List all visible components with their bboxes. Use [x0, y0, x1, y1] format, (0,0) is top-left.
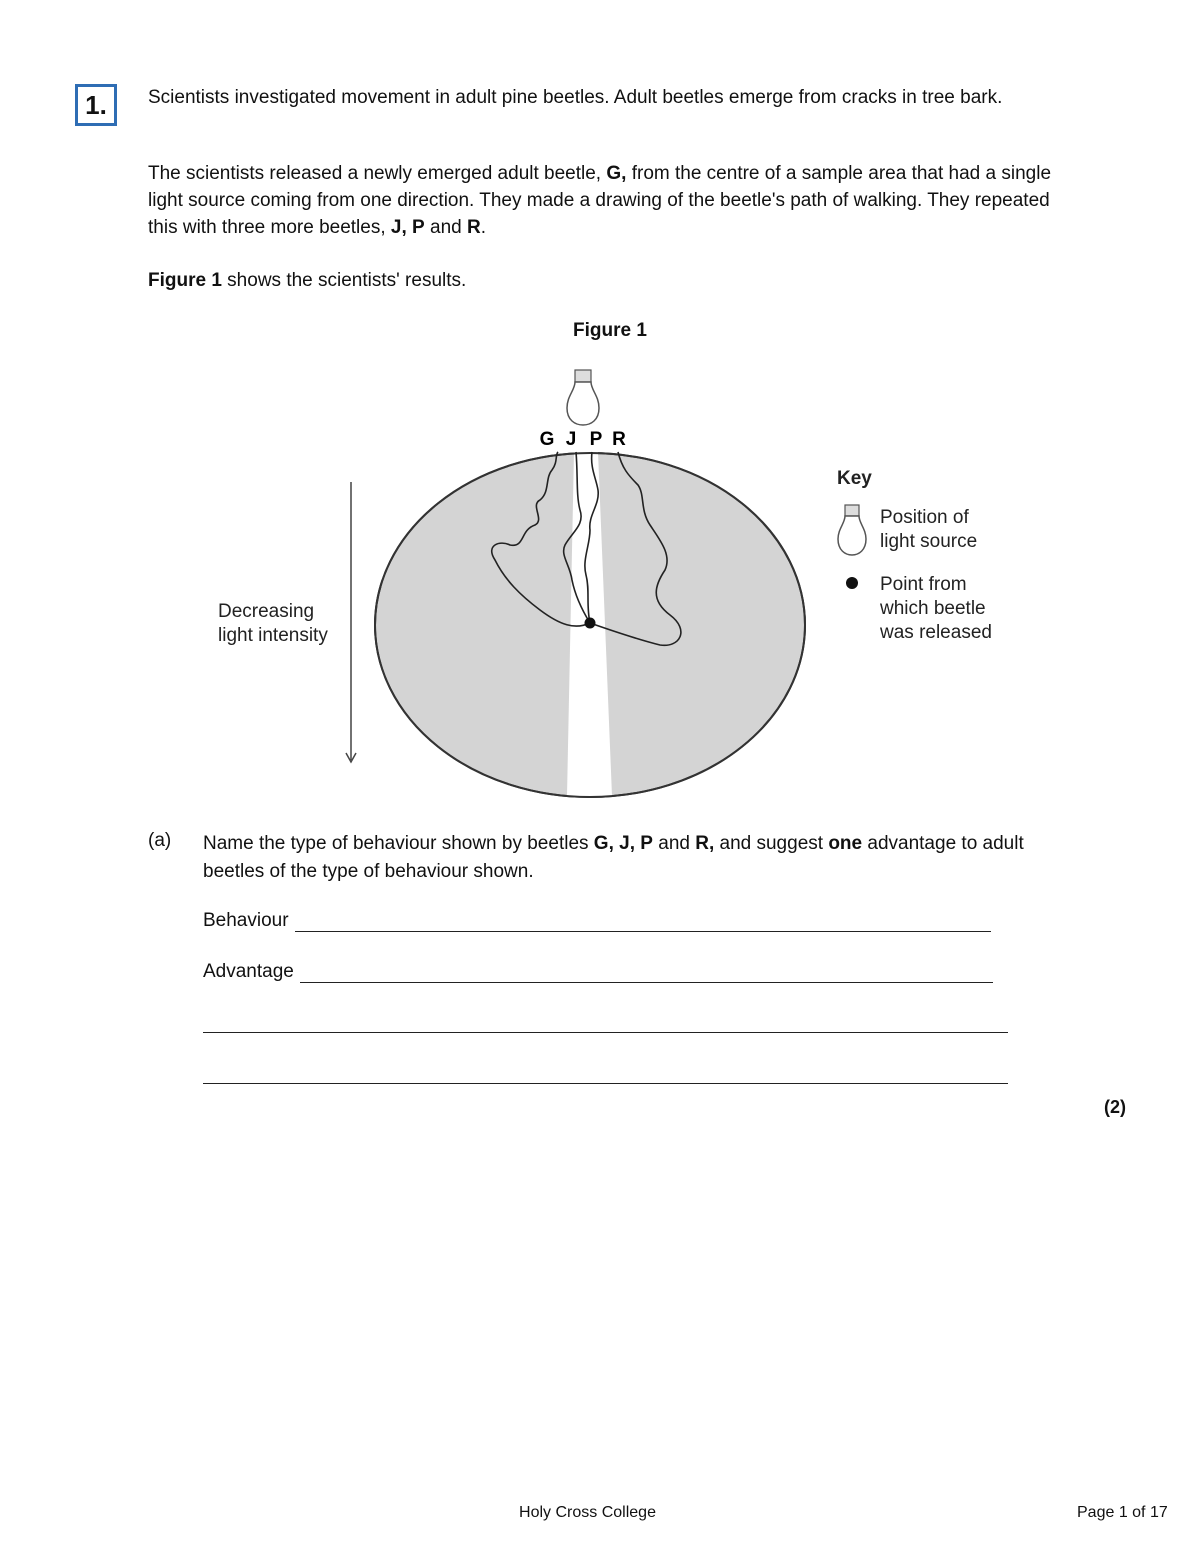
key-bulb-icon [838, 505, 866, 555]
key-light-line1: Position of [880, 507, 969, 528]
beetle-label-j: J [565, 429, 577, 450]
release-point [585, 618, 596, 629]
beetle-label-g: G [539, 429, 555, 450]
key-title: Key [837, 468, 872, 489]
intro-paragraph-2: The scientists released a newly emerged adult beetle, G, from the centre of a sample area that had a single light source coming from one direction. They made a drawing of the beetle's path of walking. They repeated this with three more beetles, J, P and R. [148, 163, 1052, 238]
footer-college: Holy Cross College [519, 1504, 656, 1521]
beetle-label-p: P [589, 429, 603, 450]
question-number: 1. [75, 84, 117, 126]
figure-reference: Figure 1 shows the scientists' results. [148, 270, 467, 291]
answer-line-2[interactable] [203, 1012, 1008, 1033]
part-a-label: (a) [148, 830, 172, 851]
key-point-line1: Point from [880, 574, 967, 595]
footer-page-number: Page 1 of 17 [1077, 1504, 1168, 1521]
advantage-label: Advantage [203, 961, 294, 982]
key-point-icon [846, 577, 858, 589]
beetle-label-r: R [612, 429, 626, 450]
beetle-figure [200, 360, 1030, 800]
key-light-line2: light source [880, 531, 978, 552]
side-label-line2: light intensity [218, 625, 328, 646]
advantage-answer-line[interactable] [300, 962, 993, 983]
behaviour-answer-row [203, 910, 991, 932]
behaviour-label: Behaviour [203, 910, 289, 931]
answer-line-3[interactable] [203, 1063, 1008, 1084]
marks-available: (2) [1104, 1097, 1126, 1117]
side-label-line1: Decreasing [218, 601, 315, 622]
figure-title: Figure 1 [573, 320, 647, 341]
advantage-answer-row [203, 961, 993, 983]
intro-paragraph-1: Scientists investigated movement in adult pine beetles. Adult beetles emerge from cracks in tree bark. [148, 87, 1003, 108]
light-bulb-icon [567, 370, 599, 425]
key-point-line2: which beetle [880, 598, 986, 619]
part-a-question: Name the type of behaviour shown by beetles G, J, P and R, and suggest one advantage to adult beetles of the type of behaviour shown. [203, 833, 1024, 882]
behaviour-answer-line[interactable] [295, 911, 991, 932]
key-point-line3: was released [880, 622, 992, 643]
